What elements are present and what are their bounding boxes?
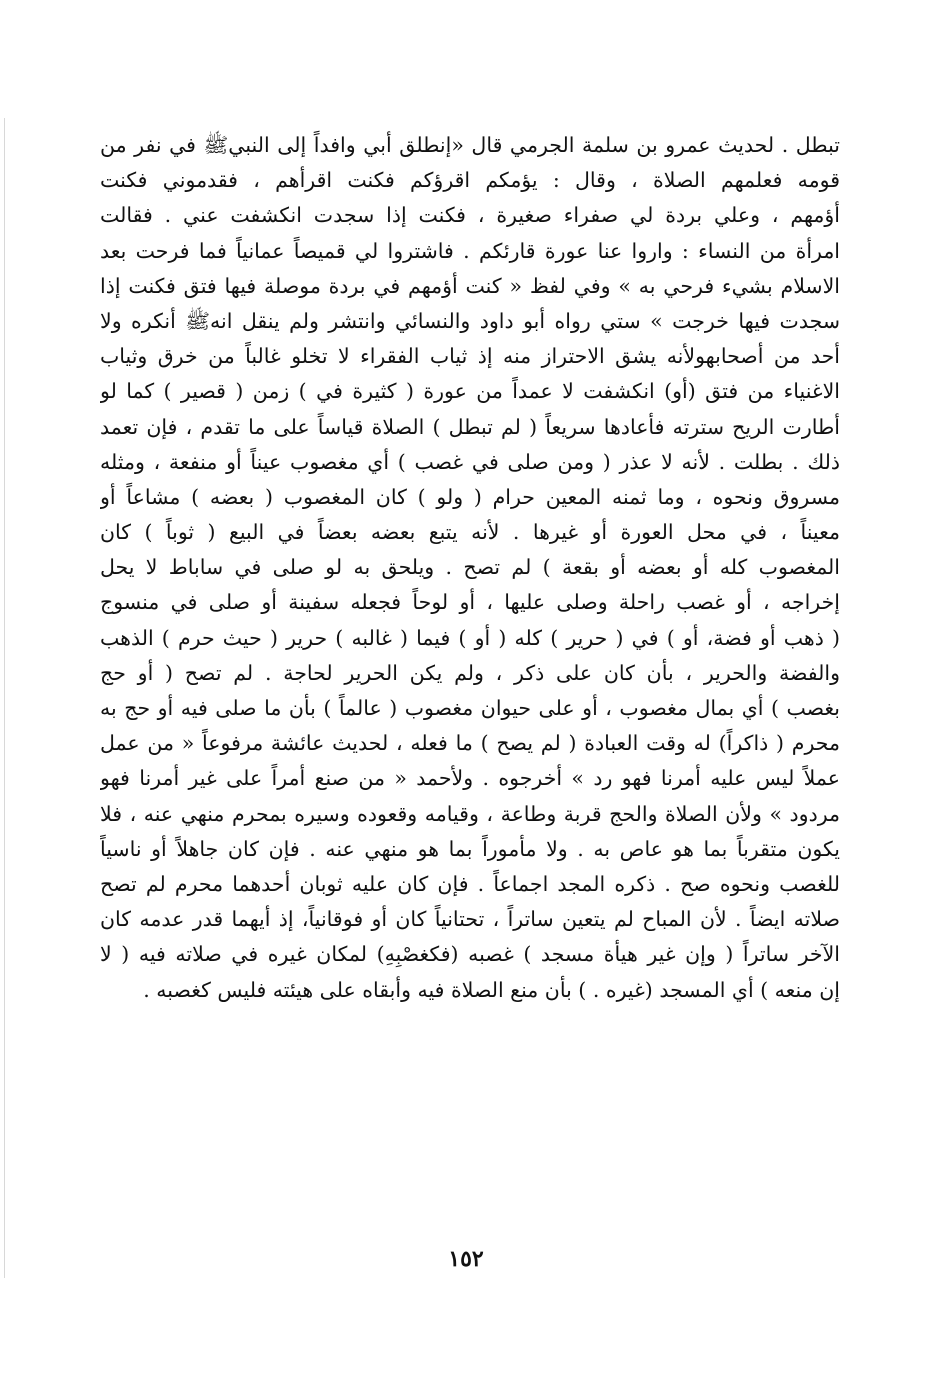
text-line: يكون متقرباً بما هو عاص به . ولا مأموراً بما هو منهي عنه . فإن كان جاهلاً أو ناسياً — [100, 836, 840, 861]
body-text — [100, 128, 840, 1008]
text-line: ( ذهب أو فضة، أو ) في ( حرير ) كله ( أو ) فيما ( غالبه ) حرير ( حيث حرم ) الذهب — [100, 625, 840, 650]
text-line: أحد من أصحابهولأنه يشق الاحتراز منه إذ ثياب الفقراء لا تخلو غالباً من خرق وثياب — [100, 344, 840, 369]
text-line: امرأة من النساء : واروا عنا عورة قارئكم . فاشتروا لي قميصاً عمانياً فما فرحت بعد — [100, 238, 840, 263]
text-line: عملاً ليس عليه أمرنا فهو رد » أخرجوه . ولأحمد « من صنع أمراً على غير أمرنا فهو — [100, 766, 840, 791]
text-line: مردود » ولأن الصلاة والحج قربة وطاعة ، وقيامه وقعوده وسيره بمحرم منهي عنه ، فلا — [100, 801, 840, 826]
text-line: سجدت فيها خرجت » ستي رواه أبو داود والنسائي وانتشر ولم ينقل انهﷺ أنكره ولا — [100, 308, 840, 333]
page-number: ١٥٢ — [448, 1246, 484, 1272]
text-line: الآخر ساتراً ( وإن غير هيأة مسجد ) غصبه (فكغصْبِهِ) لمكان غيره في صلاته فيه ( لا — [100, 942, 840, 967]
text-line: إخراجه ، أو غصب راحلة وصلى عليها ، أو لوحاً فجعله سفينة أو صلى في منسوج — [100, 590, 840, 615]
text-line: الاغنياء من فتق (أو) انكشفت لا عمداً من عورة ( كثيرة في ) زمن ( قصير ) كما لو — [100, 379, 840, 404]
text-line: محرم ( ذاكراً) له وقت العبادة ( لم يصح ) ما فعله ، لحديث عائشة مرفوعاً « من عمل — [100, 731, 840, 756]
scan-edge-line — [4, 118, 5, 1278]
text-line: معيناً ، في محل العورة أو غيرها . لأنه يتبع بعضه بعضاً في البيع ( ثوباً ) كان — [100, 520, 840, 545]
text-line: تبطل . لحديث عمرو بن سلمة الجرمي قال «إنطلق أبي وافداً إلى النبيﷺ في نفر من — [100, 133, 840, 157]
text-line: أطارت الريح سترته فأعادها سريعاً ( لم تبطل ) الصلاة قياساً على ما تقدم ، فإن تعمد — [100, 414, 840, 439]
text-line: أؤمهم ، وعلي بردة لي صفراء صغيرة ، فكنت إذا سجدت انكشفت عني . فقالت — [100, 203, 840, 228]
text-line: إن منعه ) أي المسجد (غيره . ) بأن منع الصلاة فيه وأبقاه على هيئته فليس كغصبه . — [143, 977, 840, 1002]
text-line: ذلك . بطلت . لأنه لا عذر ( ومن صلى في غصب ) أي مغصوب عيناً أو منفعة ، ومثله — [100, 449, 840, 474]
text-line: صلاته ايضاً . لأن المباح لم يتعين ساتراً ، تحتانياً كان أو فوقانياً، إذ أيهما قدر عدمه كان — [100, 907, 840, 932]
text-line: بغصب ) أي بمال مغصوب ، أو على حيوان مغصوب ( عالماً ) بأن ما صلى فيه أو حج به — [100, 696, 840, 720]
text-line: قومه فعلمهم الصلاة ، وقال : يؤمكم اقرؤكم فكنت اقرأهم ، فقدموني فكنت — [100, 168, 840, 193]
text-line: الاسلام بشيء فرحي به » وفي لفظ « كنت أؤمهم في بردة موصلة فيها فتق فكنت إذا — [100, 273, 840, 298]
text-line: والفضة والحرير ، بأن كان على ذكر ، ولم يكن الحرير لحاجة . لم تصح ( أو حج — [100, 660, 840, 685]
text-line: للغصب ونحوه صح . ذكره المجد اجماعاً . فإن كان عليه ثوبان أحدهما محرم لم تصح — [100, 871, 840, 896]
text-line: المغصوب كله أو بعضه أو بقعة ) لم تصح . ويلحق به لو صلى في ساباط لا يحل — [100, 555, 840, 580]
text-line: مسروق ونحوه ، وما ثمنه المعين حرام ( ولو ) كان المغصوب ( بعضه ) مشاعاً أو — [100, 484, 840, 509]
